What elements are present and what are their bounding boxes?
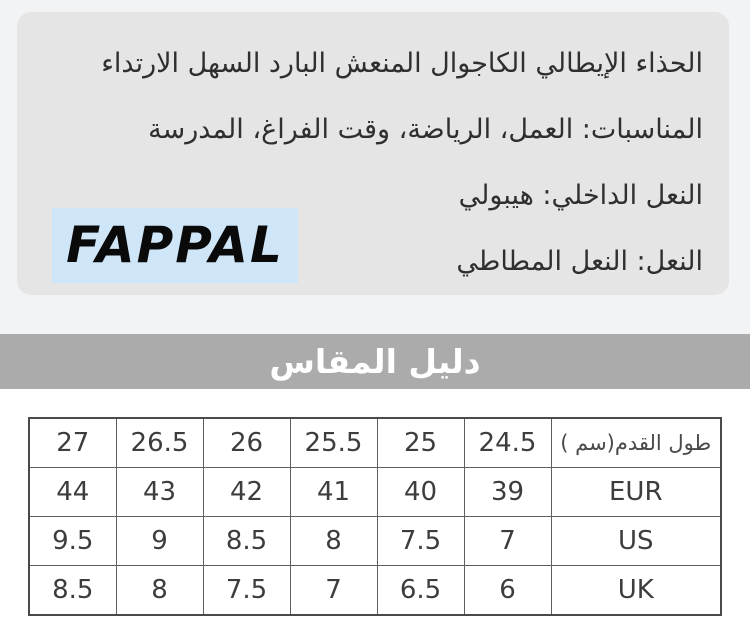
size-cell: 41 [290,468,377,517]
size-cell: 7.5 [203,566,290,616]
size-cell: 40 [377,468,464,517]
size-table [28,417,722,616]
table-row-uk [29,566,721,616]
row-label-uk: UK [551,566,721,616]
size-cell: 8.5 [29,566,116,616]
size-cell: 9.5 [29,517,116,566]
size-guide-title: دليل المقاس [269,342,481,381]
size-cell: 8 [290,517,377,566]
description-line-outsole: النعل: النعل المطاطي [456,246,703,277]
size-cell: 25 [377,418,464,468]
table-row-foot-length [29,418,721,468]
row-label-eur: EUR [551,468,721,517]
size-cell: 26.5 [116,418,203,468]
size-cell: 7.5 [377,517,464,566]
size-cell: 24.5 [464,418,551,468]
size-cell: 43 [116,468,203,517]
product-description-card [17,12,729,295]
brand-logo: FAPPAL [52,208,298,283]
table-row-us [29,517,721,566]
size-cell: 8 [116,566,203,616]
size-cell: 42 [203,468,290,517]
table-row-eur [29,468,721,517]
size-guide-banner [0,334,750,389]
row-label-foot-length: طول القدم(سم ) [551,418,721,468]
size-table-section [0,417,750,616]
size-cell: 6.5 [377,566,464,616]
description-line-insole: النعل الداخلي: هيبولي [458,180,703,211]
description-line-occasions: المناسبات: العمل، الرياضة، وقت الفراغ، المدرسة [148,114,703,145]
size-cell: 7 [464,517,551,566]
size-cell: 39 [464,468,551,517]
size-cell: 7 [290,566,377,616]
size-cell: 25.5 [290,418,377,468]
size-cell: 26 [203,418,290,468]
size-cell: 27 [29,418,116,468]
size-cell: 8.5 [203,517,290,566]
size-cell: 9 [116,517,203,566]
size-cell: 44 [29,468,116,517]
description-line-shoe-type: الحذاء الإيطالي الكاجوال المنعش البارد السهل الارتداء [101,48,703,79]
row-label-us: US [551,517,721,566]
size-cell: 6 [464,566,551,616]
